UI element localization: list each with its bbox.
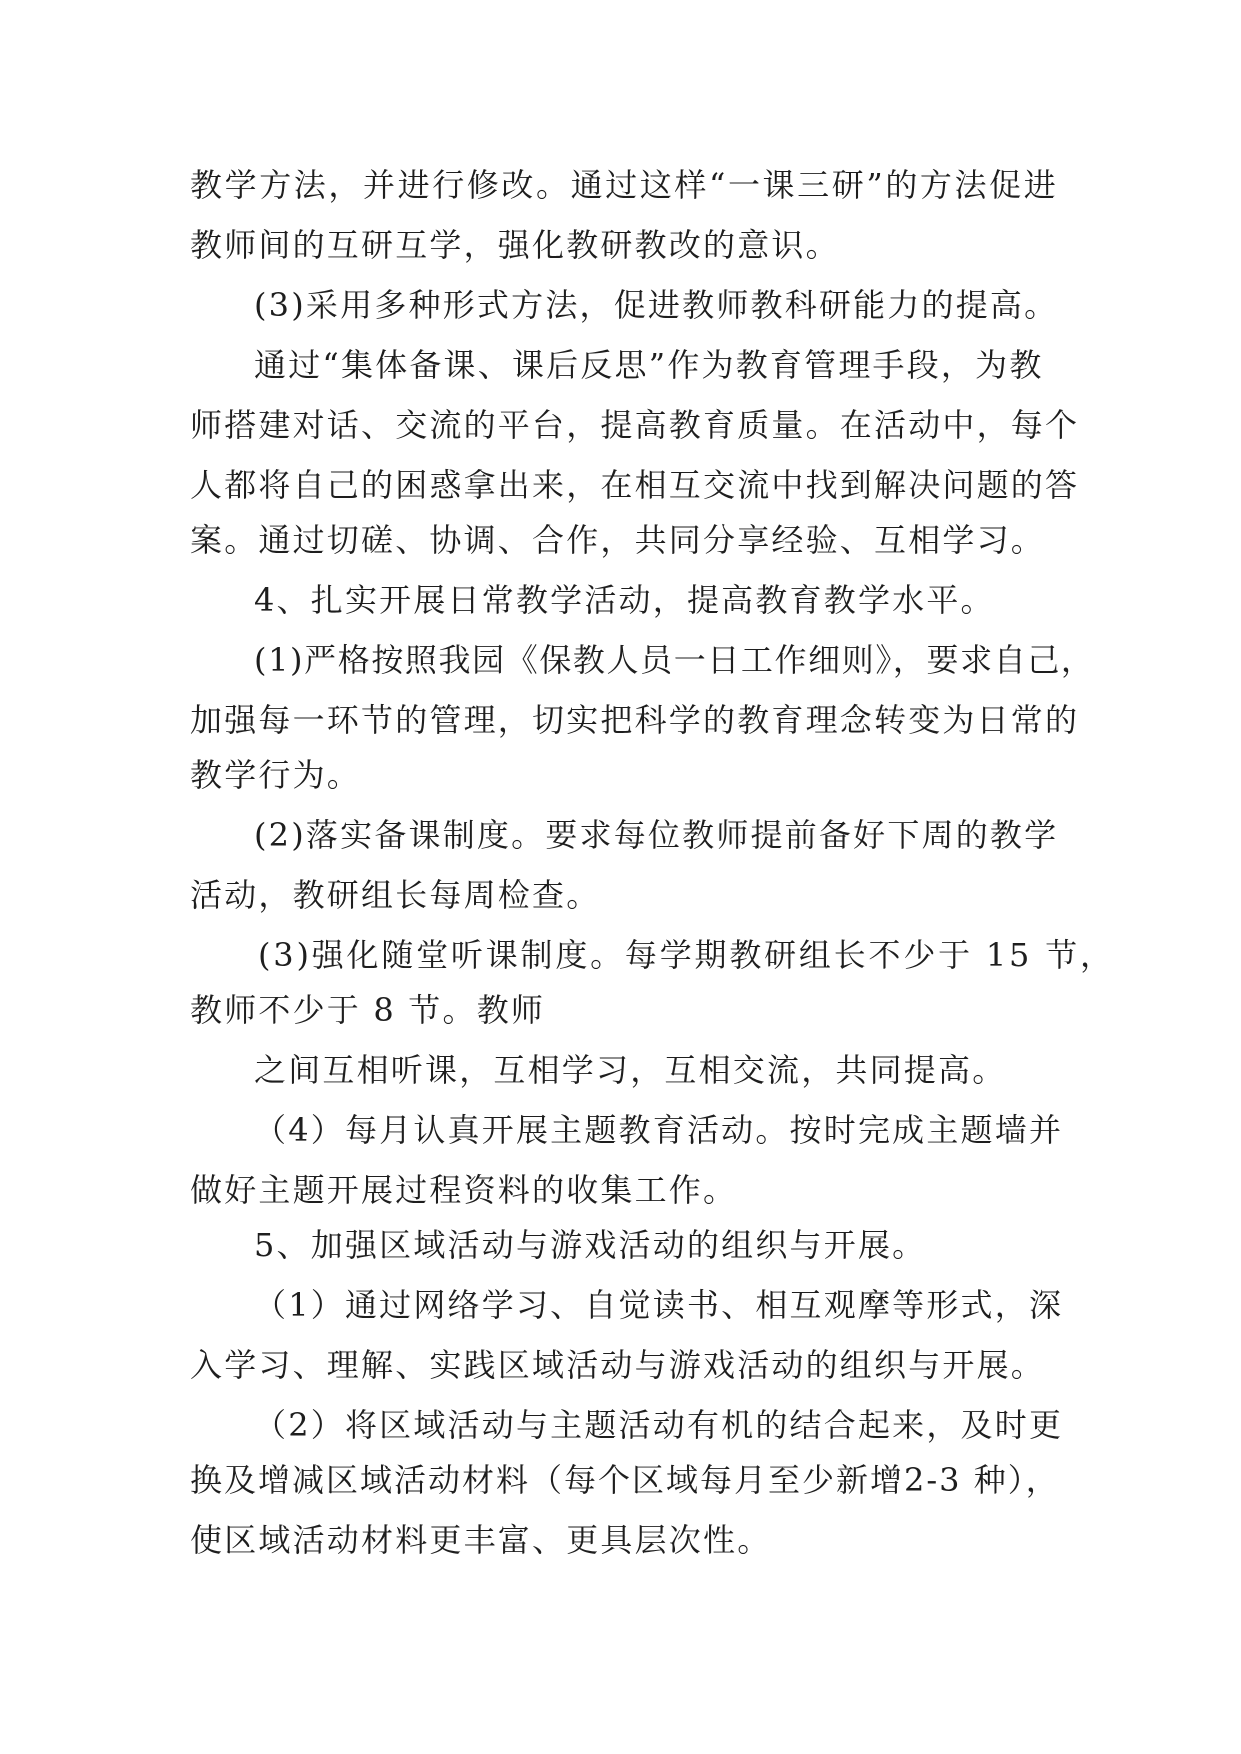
text-line: 人都将自己的困惑拿出来，在相互交流中找到解决问题的答: [190, 466, 1080, 504]
text-line: 通过“集体备课、课后反思”作为教育管理手段，为教: [254, 346, 1044, 384]
text-line: 加强每一环节的管理，切实把科学的教育理念转变为日常的: [190, 701, 1080, 739]
text-line: （1）通过网络学习、自觉读书、相互观摩等形式，深: [254, 1286, 1064, 1324]
text-line: 活动，教研组长每周检查。: [190, 876, 601, 914]
text-line: 教师不少于 8 节。教师: [190, 991, 546, 1029]
text-line: 教学行为。: [190, 756, 362, 794]
text-line: (2)落实备课制度。要求每位教师提前备好下周的教学: [254, 816, 1059, 854]
text-line: 案。通过切磋、协调、合作，共同分享经验、互相学习。: [190, 521, 1046, 559]
section-heading: 4、扎实开展日常教学活动，提高教育教学水平。: [254, 581, 995, 619]
text-line: 师搭建对话、交流的平台，提高教育质量。在活动中，每个: [190, 406, 1080, 444]
text-line: (3)采用多种形式方法，促进教师教科研能力的提高。: [254, 286, 1059, 324]
text-line: (1)严格按照我园《保教人员一日工作细则》，要求自己，: [254, 641, 1095, 679]
text-line: 之间互相听课，互相学习，互相交流，共同提高。: [254, 1051, 1007, 1089]
text-line: 教学方法，并进行修改。通过这样“一课三研”的方法促进: [190, 166, 1059, 204]
text-line: 做好主题开展过程资料的收集工作。: [190, 1171, 738, 1209]
section-heading: 5、加强区域活动与游戏活动的组织与开展。: [254, 1226, 927, 1264]
text-line: （2）将区域活动与主题活动有机的结合起来，及时更: [254, 1406, 1064, 1444]
text-line: 入学习、理解、实践区域活动与游戏活动的组织与开展。: [190, 1346, 1046, 1384]
text-line: (3)强化随堂听课制度。每学期教研组长不少于 15 节，: [258, 936, 1115, 974]
text-line: 教师间的互研互学，强化教研教改的意识。: [190, 226, 840, 264]
text-line: （4）每月认真开展主题教育活动。按时完成主题墙并: [254, 1111, 1064, 1149]
text-line: 换及增减区域活动材料（每个区域每月至少新增2-3 种），: [190, 1461, 1060, 1499]
text-line: 使区域活动材料更丰富、更具层次性。: [190, 1521, 772, 1559]
